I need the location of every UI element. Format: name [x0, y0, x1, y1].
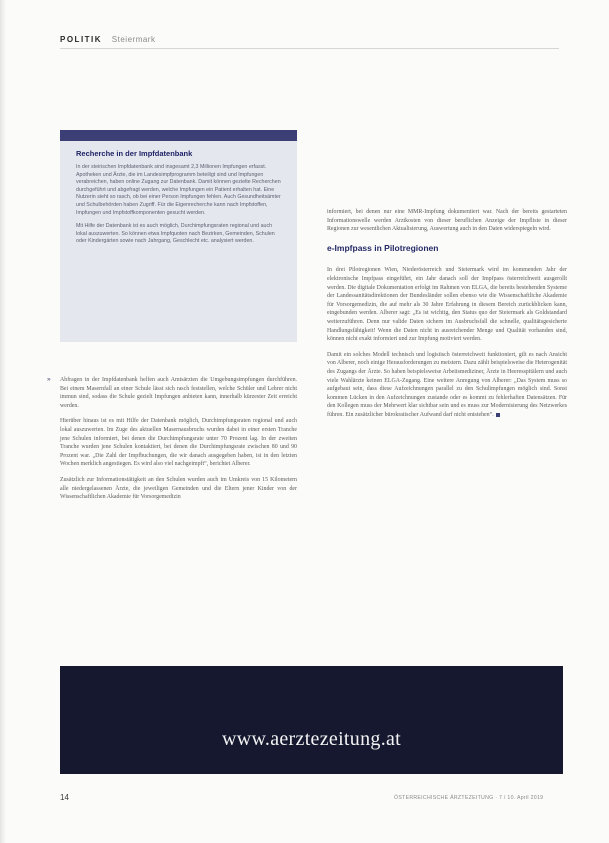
body-paragraph: Zusätzlich zur Informationstätigkeit an den Schulen wurden auch im Umkreis von 15 Kilometern alle niedergelassenen Ärzte, die jeweiligen Gemeinden und die Eltern jener Kinder von der Wissenschaftlichen Akademie für Vorsorgemedizin: [60, 476, 297, 501]
scan-edge: [0, 0, 6, 843]
banner-url-link[interactable]: www.aerztezeitung.at: [221, 727, 402, 750]
info-box-paragraph: In der steirischen Impfdatenbank sind insgesamt 2,3 Millionen Impfungen erfasst. Apotheken und Ärzte, die im Landesimpfprogramm beteiligt sind und Impfungen verabreichen, haben online Zugang zur Datenbank. Damit können gezielte Recherchen durchgeführt und abgefragt werden, welche Impfungen ein Patient erhalten hat. Eine Nutzerin sieht so rasch, ob bei einer Person Impfungen fehlen. Auch Gesundheitsämter und Schulbehörden haben Zugriff. Für die Eigenrecherche kann nach Impfstoffen, Impfungen und Impfstoffkomponenten gesucht werden.: [76, 164, 281, 216]
subsection-label: Steiermark: [111, 35, 156, 44]
page-number: 14: [60, 793, 69, 802]
info-box-bar: [60, 130, 297, 141]
info-box-paragraph: Mit Hilfe der Datenbank ist es auch möglich, Durchimpfungsraten regional und auch lokal auszuwerten. So können etwa Impfquoten nach Bezirken, Gemeinden, Schulen oder Kindergärten sowie nach Jahrgang, Geschlecht etc. analysiert werden.: [76, 223, 275, 245]
continuation-arrow-icon: »: [47, 376, 51, 383]
subheading: e-Impfpass in Pilotregionen: [327, 242, 439, 253]
info-box-title: Recherche in der Impfdatenbank: [76, 149, 193, 158]
body-paragraph: [327, 351, 567, 420]
body-paragraph: Hierüber hinaus ist es mit Hilfe der Datenbank möglich, Durchimpfungsraten regional und auch lokal auszuwerten. Im Zuge des aktuellen Masernausbruchs wurden dabei in einer ersten Tranche jene Schulen informiert, bei denen die Durchimpfungsrate unter 70 Prozent lag. In der zweiten Tranche wurden jene Schulen kontaktiert, bei denen die Durchimpfungsrate zwischen 80 und 90 Prozent war. „Die Zahl der Impfbuchungen, die wir danach ausgegeben haben, ist in den letzten Wochen merklich angestiegen. Es wird also viel nachgeimpft“, berichtet Alberer.: [60, 418, 297, 468]
section-header: [60, 35, 155, 44]
body-paragraph: informiert, bei denen nur eine MMR-Impfung dokumentiert war. Nach der bereits gestarteten Informationswelle werden Arztkosten von dieser beruflichen Anzeige der Impfliste in dieser Regionen zur wesentlichen Aktualisierung, Auswertung auch in den Daten widerspiegeln wird.: [327, 209, 567, 233]
body-paragraph: Abfragen in der Impfdatenbank helfen auch Amtsärzten die Umgebungsimpfungen durchführen. Bei einem Masernfall an einer Schule lässt sich rasch feststellen, welche Schüler und Lehrer nicht immun sind, sodass die Schule gezielt Impfungen anbieten kann, innerhalb kürzester Zeit erreicht werden.: [60, 377, 297, 409]
end-mark-icon: [496, 413, 500, 417]
right-column: [327, 208, 567, 426]
section-label: POLITIK: [60, 35, 103, 44]
body-paragraph: In drei Pilotregionen Wien, Niederösterreich und Steiermark wird im kommenden Jahr der elektronische Impfpass eingeführt, ein Jahr danach soll der Impfpass österreichweit ausgerollt werden. Die digitale Dokumentation erfolgt im Rahmen von ELGA, die bereits bestehenden Systeme der Landessanitätsdirektionen der Bundesländer sollen ebenso wie die Wissenschaftliche Akademie für Vorsorgemedizin, die auf mehr als 30 Jahre Erfahrung in diesem Bereich zurückblicken kann, eingebunden werden. Alberer sagt: „Es ist wichtig, den Status quo der Steiermark als Goldstandard weiterzuführen. Denn nur valide Daten sichern im Ausbruchsfall die schnelle, qualitätsgesicherte Handlungsfähigkeit! Wenn die Daten nicht in ausreichender Menge und Qualität vorhanden sind, können nicht exakt informiert und zur Impfung motiviert werden.: [327, 267, 567, 343]
publication-info: ÖSTERREICHISCHE ÄRZTEZEITUNG · 7 / 10. April 2019: [394, 795, 544, 801]
info-box: [60, 130, 297, 342]
header-rule: [60, 48, 559, 49]
advertisement-banner[interactable]: [60, 666, 563, 774]
body-paragraph-text: Damit ein solches Modell technisch und logistisch österreichweit funktioniert, gilt es nach Ansicht von Alberer, noch einige Herausforderungen zu meistern. Dazu zählt beispielsweise die Heterogenität des Zugangs der Ärzte. So haben beispielsweise Arbeitsmediziner, Ärzte in Heeresspitälern und auch viele Wahlärzte keinen ELGA-Zugang. Eine weitere Anregung von Alberer: „Das System muss so aufgebaut sein, dass diese Aufzeichnungen parallel zu den Schulimpfungen möglich sind. Sonst kommen Lücken in den Aufzeichnungen zustande oder es kommt zu fehlerhaften Datensätzen. Für den Kollegen muss der Mehrwert klar sichtbar sein und es muss zur Modernisierung des Netzwerkes führen. Ein zusätzlicher bürokratischer Aufwand darf nicht entstehen“.: [327, 351, 567, 418]
left-column: [60, 376, 297, 509]
